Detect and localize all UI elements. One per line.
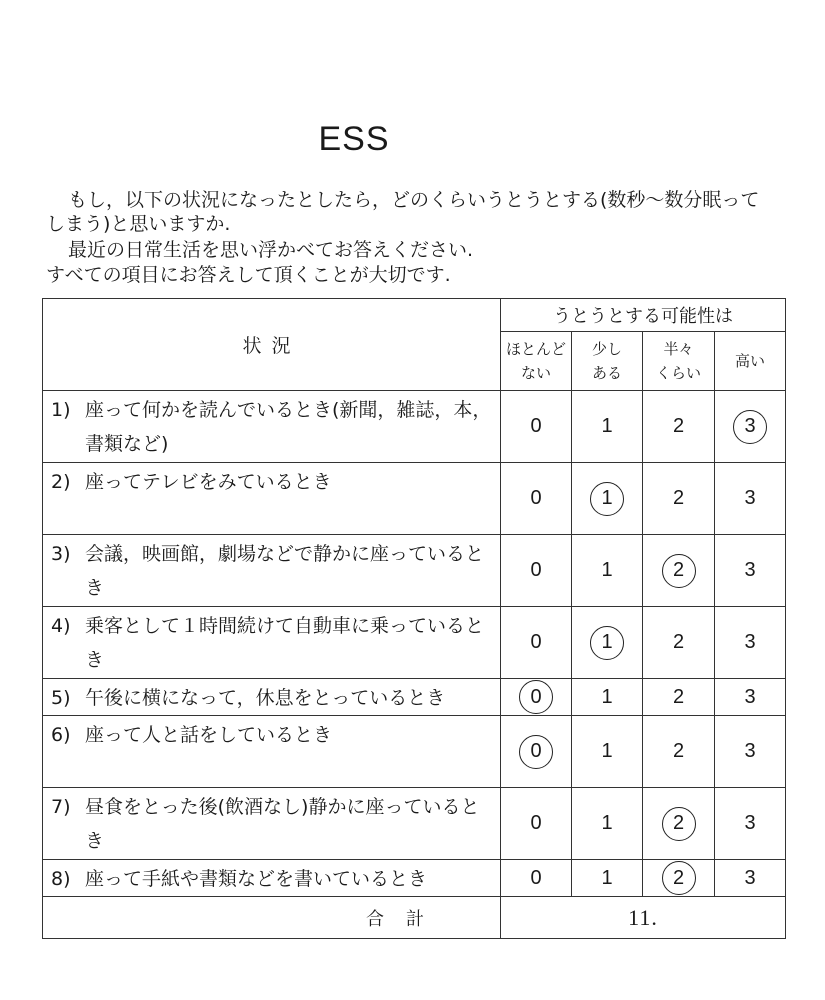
situation-cell [43,607,501,679]
item-text: 午後に横になって，休息をとっているとき [85,687,446,709]
score-option[interactable] [715,607,786,679]
score-option[interactable] [643,463,715,535]
score-header-3: 高い [715,332,786,391]
score-option[interactable] [643,679,715,716]
score-option[interactable] [501,788,572,860]
score-value: 2 [672,487,685,509]
score-value: 3 [744,866,756,889]
score-option[interactable] [572,788,643,860]
score-option[interactable] [572,860,643,897]
ess-questionnaire-table [42,298,786,939]
table-row [43,788,786,860]
score-value: 2 [672,631,685,653]
score-value: 2 [672,812,685,834]
score-option-selected[interactable] [643,788,715,860]
score-option[interactable] [715,860,786,897]
score-value: 0 [530,559,542,581]
score-value: 3 [744,685,756,708]
score-value: 1 [601,812,613,834]
situation-cell [43,391,501,463]
score-option-selected[interactable] [643,860,715,897]
score-option[interactable] [501,391,572,463]
score-value: 0 [530,631,542,653]
table-row [43,679,786,716]
score-header-2: 半々 くらい [643,332,715,391]
score-option[interactable] [643,716,715,788]
score-option-selected[interactable] [572,463,643,535]
score-header-0: ほとんど ない [501,332,572,391]
score-option[interactable] [715,463,786,535]
score-option[interactable] [715,716,786,788]
score-option-selected[interactable] [715,391,786,463]
score-option[interactable] [715,788,786,860]
situation-cell [43,679,501,716]
score-value: 1 [601,487,613,509]
situation-cell [43,463,501,535]
table-row [43,607,786,679]
intro-line-4: すべての項目にお答えして頂くことが大切です. [46,264,451,286]
situation-cell [43,716,501,788]
item-text: 座って手紙や書類などを書いているとき [85,868,428,890]
score-option-selected[interactable] [572,607,643,679]
score-option-selected[interactable] [501,679,572,716]
total-value: 11. [501,897,786,939]
score-value: 3 [744,415,756,437]
score-option[interactable] [501,607,572,679]
score-option[interactable] [501,860,572,897]
score-value: 0 [530,740,542,762]
score-option-selected[interactable] [643,535,715,607]
score-value: 1 [601,866,613,889]
item-text: 会議，映画館，劇場などで静かに座っているとき [85,543,485,599]
score-header-1: 少し ある [572,332,643,391]
likelihood-header: うとうとする可能性は [501,299,786,332]
score-option[interactable] [643,391,715,463]
score-option-selected[interactable] [501,716,572,788]
score-value: 2 [672,685,685,708]
situation-cell [43,788,501,860]
score-value: 3 [744,812,756,834]
item-number: 7) [51,796,71,818]
table-row [43,391,786,463]
item-text: 座ってテレビをみているとき [85,471,332,493]
item-number: 4) [51,615,71,637]
score-value: 0 [530,487,542,509]
total-label: 合計 [43,897,501,939]
score-value: 2 [672,415,685,437]
item-number: 6) [51,724,71,746]
item-text: 座って人と話をしているとき [85,724,333,746]
intro-line-3: 最近の日常生活を思い浮かべてお答えください. [68,239,474,261]
score-option[interactable] [715,535,786,607]
score-value: 2 [672,559,685,581]
score-value: 3 [744,740,756,762]
intro-line-1: もし，以下の状況になったとしたら，どのくらいうとうとする(数秒～数分眠って [68,189,760,211]
score-option[interactable] [572,535,643,607]
score-option[interactable] [572,679,643,716]
item-text: 乗客として１時間続けて自動車に乗っているとき [85,615,485,671]
score-value: 1 [601,631,613,653]
score-value: 2 [672,866,685,889]
score-value: 1 [601,415,613,437]
score-value: 1 [601,559,613,581]
item-number: 5) [51,687,71,709]
situation-cell [43,535,501,607]
score-value: 3 [744,559,756,581]
score-value: 0 [530,812,542,834]
item-number: 2) [51,471,71,493]
score-option[interactable] [715,679,786,716]
page-title: ESS [318,120,390,158]
intro-line-2: しまう)と思いますか. [46,213,231,235]
score-option[interactable] [501,535,572,607]
score-value: 3 [744,631,756,653]
score-value: 3 [744,487,756,509]
item-number: 3) [51,543,71,565]
item-text: 昼食をとった後(飲酒なし)静かに座っているとき [85,796,480,852]
table-row [43,463,786,535]
score-value: 0 [530,866,542,889]
score-option[interactable] [501,463,572,535]
table-row [43,535,786,607]
situation-header: 状況 [43,299,501,391]
score-value: 2 [672,740,685,762]
score-value: 1 [601,685,613,708]
score-option[interactable] [643,607,715,679]
item-text: 座って何かを読んでいるとき(新聞，雑誌，本，書類など) [85,399,492,455]
score-option[interactable] [572,716,643,788]
score-value: 1 [601,740,613,762]
table-row [43,716,786,788]
score-option[interactable] [572,391,643,463]
situation-cell [43,860,501,897]
score-value: 0 [530,685,542,708]
item-number: 8) [51,868,71,890]
score-value: 0 [530,415,542,437]
table-row [43,860,786,897]
item-number: 1) [51,399,71,421]
